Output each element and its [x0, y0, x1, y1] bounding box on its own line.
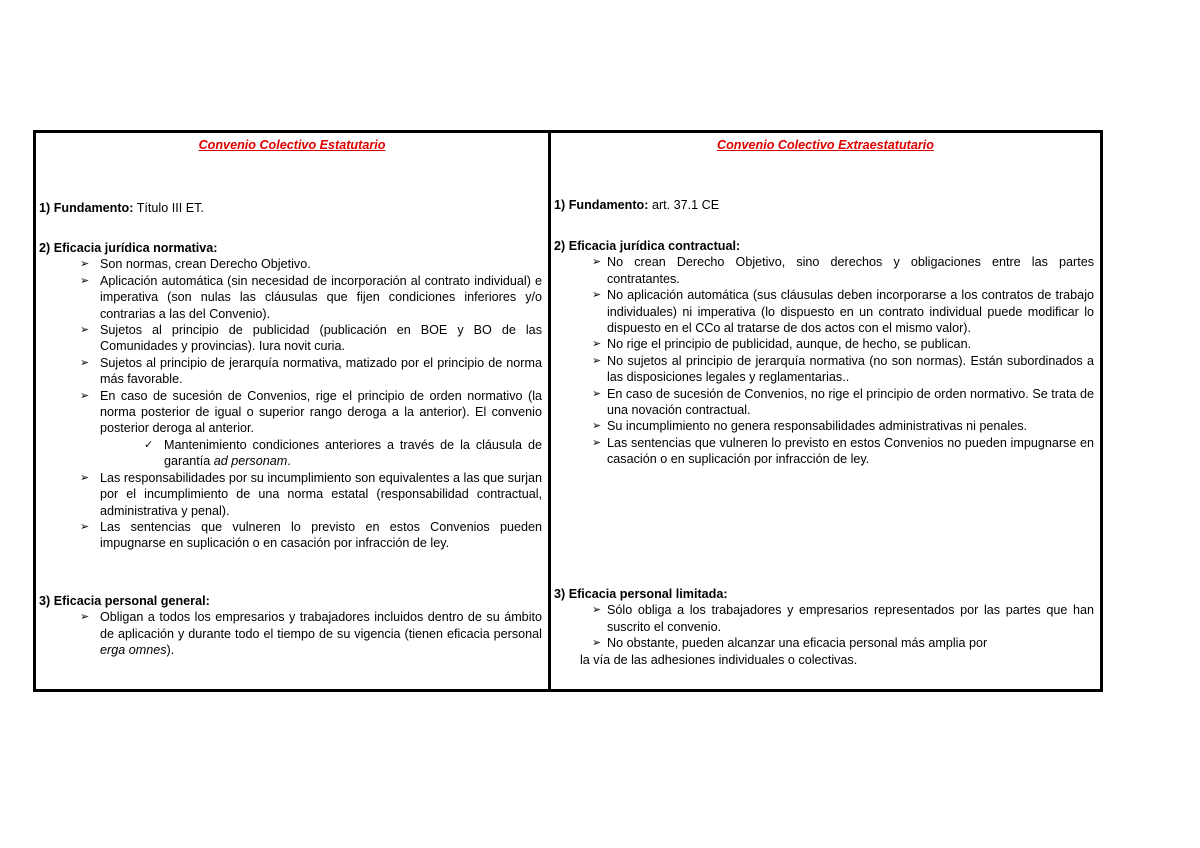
personal-label: 3) Eficacia personal limitada: [554, 587, 728, 601]
column-extraestatutario [551, 133, 1100, 689]
list-item: ➢ No obstante, pueden alcanzar una eficacia personal más amplia por [592, 636, 988, 651]
arrowhead-bullet-icon: ➢ [592, 289, 602, 302]
list-item: ➢ Las sentencias que vulneren lo previsto en estos Convenios pueden impugnarse en suplicación o en casación por infracción de ley. [80, 519, 542, 551]
arrowhead-bullet-icon: ➢ [592, 604, 602, 617]
arrowhead-bullet-icon: ➢ [80, 471, 90, 484]
list-item: ➢ Aplicación automática (sin necesidad de incorporación al contrato individual) e imperativa (son nulas las cláusulas que fijen condiciones inferiores y/o contrarias a las del Convenio). [80, 273, 542, 321]
personal-continuation: la vía de las adhesiones individuales o colectivas. [580, 652, 858, 667]
personal-list [39, 609, 542, 658]
fundamento-value: art. 37.1 CE [651, 198, 720, 212]
list-item: ➢ No rige el principio de publicidad, aunque, de hecho, se publican. [592, 337, 972, 352]
list-item: ➢ No sujetos al principio de jerarquía normativa (no son normas). Están subordinados a las disposiciones legales y reglamentarias.. [592, 353, 1094, 385]
column-title: Convenio Colectivo Estatutario [198, 138, 386, 152]
arrowhead-bullet-icon: ➢ [592, 436, 602, 449]
list-item: ➢ En caso de sucesión de Convenios, rige el principio de orden normativo (la norma posterior de igual o superior rango deroga a la anterior). El convenio posterior deroga al anterior. [80, 388, 542, 436]
list-item: ➢ Son normas, crean Derecho Objetivo. [80, 257, 311, 272]
arrowhead-bullet-icon: ➢ [80, 274, 90, 287]
arrowhead-bullet-icon: ➢ [592, 354, 602, 367]
arrowhead-bullet-icon: ➢ [80, 258, 90, 271]
list-item: ➢ No crean Derecho Objetivo, sino derechos y obligaciones entre las partes contratantes. [592, 255, 1094, 286]
column-title: Convenio Colectivo Extraestatutario [717, 138, 934, 152]
fundamento-label: 1) Fundamento: [39, 201, 134, 215]
arrowhead-bullet-icon: ➢ [80, 389, 90, 402]
personal-list [554, 602, 1094, 651]
arrowhead-bullet-icon: ➢ [80, 324, 90, 337]
eficacia-section [554, 238, 1094, 468]
arrowhead-bullet-icon: ➢ [592, 387, 602, 400]
eficacia-list [39, 256, 542, 551]
eficacia-section [39, 240, 542, 552]
fundamento-value: Título III ET. [136, 201, 204, 215]
fundamento-label: 1) Fundamento: [554, 198, 649, 212]
list-item: ➢ Sujetos al principio de publicidad (publicación en BOE y BO de las Comunidades y provincias). Iura novit curia. [80, 323, 542, 354]
personal-section [554, 586, 1094, 668]
list-item: ➢ Sujetos al principio de jerarquía normativa, matizado por el principio de norma más favorable. [80, 355, 542, 387]
eficacia-list [554, 254, 1094, 467]
arrowhead-bullet-icon: ➢ [592, 256, 602, 269]
list-item: ➢ Su incumplimiento no genera responsabilidades administrativas ni penales. [592, 419, 1028, 434]
eficacia-label: 2) Eficacia jurídica contractual: [554, 239, 741, 253]
fundamento-section [554, 197, 1094, 213]
arrowhead-bullet-icon: ➢ [80, 520, 90, 533]
arrowhead-bullet-icon: ➢ [592, 338, 602, 351]
eficacia-label: 2) Eficacia jurídica normativa: [39, 241, 218, 255]
list-item: ➢ Las sentencias que vulneren lo previsto en estos Convenios no pueden impugnarse en casación o en suplicación por infracción de ley. [592, 435, 1094, 467]
list-item: ➢ Sólo obliga a los trabajadores y empresarios representados por las partes que han suscrito el convenio. [592, 603, 1094, 634]
checkmark-icon: ✓ [144, 438, 154, 451]
arrowhead-bullet-icon: ➢ [592, 637, 602, 650]
sub-list-item: ✓ Mantenimiento condiciones anteriores a través de la cláusula de garantía ad personam. [144, 437, 542, 469]
list-item: ➢ En caso de sucesión de Convenios, no rige el principio de orden normativo. Se trata de una novación contractual. [592, 386, 1094, 418]
list-item: ➢ No aplicación automática (sus cláusulas deben incorporarse a los contratos de trabajo individuales) ni imperativa (lo dispuesto en un contrato individual puede modificar lo dispuesto en el CCo al tratarse de dos actos con el mismo valor). [592, 288, 1094, 336]
comparison-table [33, 130, 1103, 692]
fundamento-section [39, 200, 542, 216]
personal-section [39, 593, 542, 659]
column-estatutario [36, 133, 551, 689]
personal-label: 3) Eficacia personal general: [39, 594, 210, 608]
list-item: ➢ Obligan a todos los empresarios y trabajadores incluidos dentro de su ámbito de aplicación y durante todo el tiempo de su vigencia (tienen eficacia personal erga omnes). [80, 610, 542, 658]
arrowhead-bullet-icon: ➢ [80, 611, 90, 624]
arrowhead-bullet-icon: ➢ [80, 356, 90, 369]
list-item: ➢ Las responsabilidades por su incumplimiento son equivalentes a las que surjan por el incumplimiento de una norma estatal (responsabilidad contractual, administrativa y penal). [80, 470, 542, 518]
arrowhead-bullet-icon: ➢ [592, 420, 602, 433]
